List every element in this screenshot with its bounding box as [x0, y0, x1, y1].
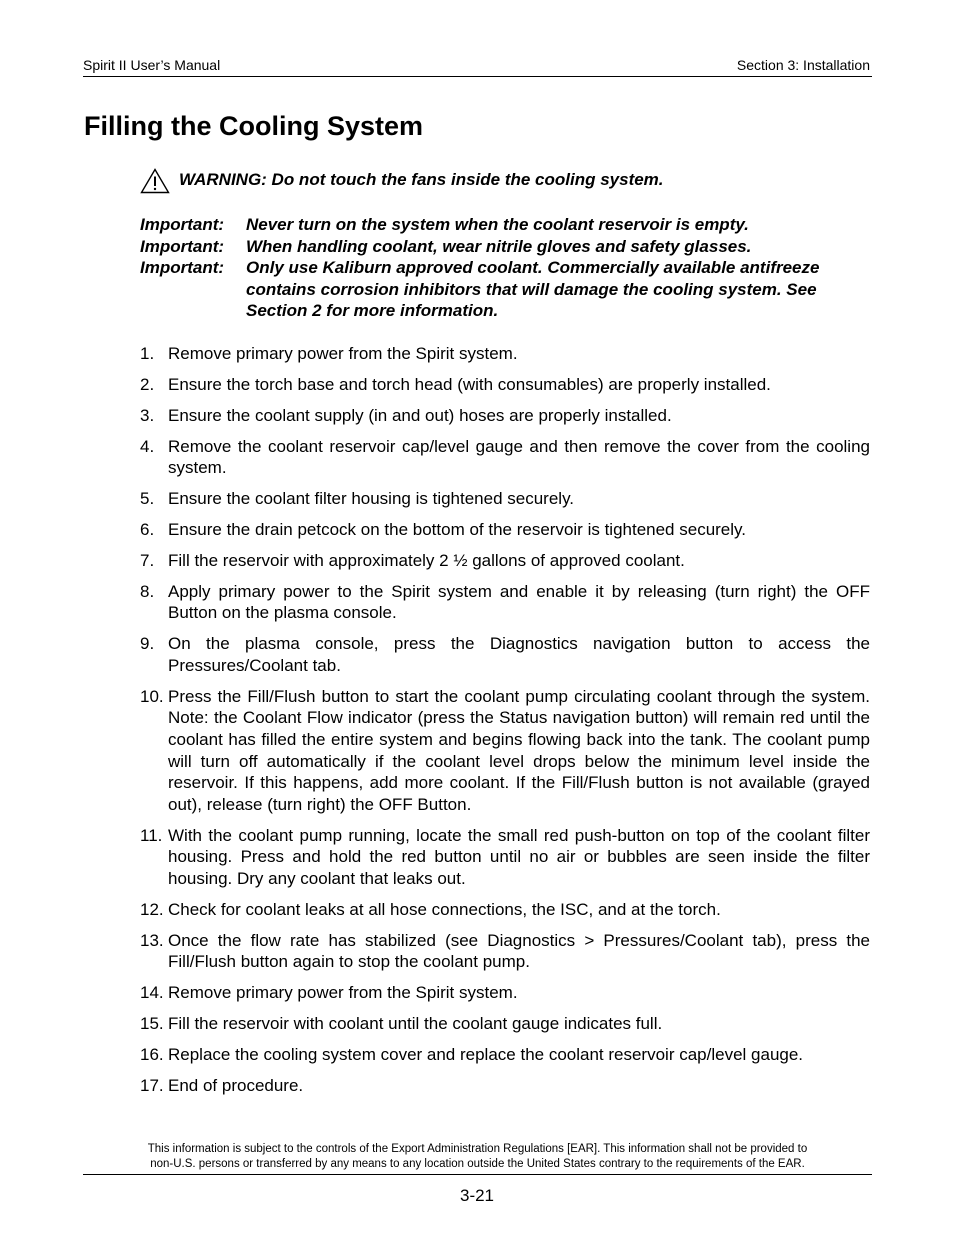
header-manual-title: Spirit II User’s Manual	[83, 57, 221, 73]
page-title: Filling the Cooling System	[84, 111, 424, 141]
step-number: 3.	[140, 405, 155, 425]
step-text: With the coolant pump running, locate the small red push-button on top of the coolant filter housing. Press and hold the red button until no air or bubbles are seen inside the filter housing. Dry any coolant that leaks out.	[168, 825, 870, 888]
step-item	[140, 930, 870, 973]
important-text: Only use Kaliburn approved coolant. Commercially available antifreeze contains corrosion inhibitors that will damage the cooling system. See Section 2 for more information.	[246, 258, 820, 321]
warning-triangle-icon	[140, 168, 170, 194]
step-text: On the plasma console, press the Diagnostics navigation button to access the Pressures/Coolant tab.	[168, 634, 870, 675]
important-label: Important:	[140, 258, 225, 278]
step-number: 17.	[140, 1075, 164, 1095]
step-item	[140, 1075, 870, 1097]
header-section-title: Section 3: Installation	[736, 57, 870, 73]
step-text: Once the flow rate has stabilized (see Diagnostics > Pressures/Coolant tab), press the Fill/Flush button again to stop the coolant pump.	[168, 930, 870, 972]
important-note	[140, 257, 880, 322]
step-number: 12.	[140, 899, 164, 919]
step-item	[140, 899, 870, 921]
step-item	[140, 488, 870, 510]
procedure-steps	[140, 343, 870, 1106]
step-item	[140, 374, 870, 396]
important-label: Important:	[140, 215, 225, 234]
step-item	[140, 405, 870, 427]
step-number: 13.	[140, 930, 164, 950]
step-number: 4.	[140, 436, 155, 456]
step-item	[140, 1013, 870, 1035]
step-text: Press the Fill/Flush button to start the coolant pump circulating coolant through the system. Note: the Coolant Flow indicator (press the Status navigation button) will remain red until the coolant has filled the entire system and begins flowing back into the tank. The coolant pump will turn off automatically if the coolant level drops below the minimum level inside the reservoir. If this happens, add more coolant. If the Fill/Flush button is not available (grayed out), release (turn right) the OFF Button.	[168, 686, 870, 814]
export-control-notice	[83, 1142, 872, 1172]
step-text: End of procedure.	[168, 1075, 304, 1095]
step-text: Fill the reservoir with approximately 2 ½ gallons of approved coolant.	[168, 550, 685, 570]
step-item	[140, 436, 870, 479]
important-notes	[140, 214, 880, 322]
step-item	[140, 1044, 870, 1066]
page-header	[83, 56, 872, 77]
step-text: Remove the coolant reservoir cap/level gauge and then remove the cover from the cooling system.	[168, 436, 870, 478]
step-number: 9.	[140, 634, 155, 654]
step-text: Ensure the coolant supply (in and out) hoses are properly installed.	[168, 405, 672, 425]
step-text: Fill the reservoir with coolant until the coolant gauge indicates full.	[168, 1014, 663, 1033]
step-item	[140, 982, 870, 1004]
step-item	[140, 519, 870, 541]
step-item	[140, 686, 870, 816]
step-text: Check for coolant leaks at all hose connections, the ISC, and at the torch.	[168, 899, 721, 919]
step-text: Replace the cooling system cover and replace the coolant reservoir cap/level gauge.	[168, 1044, 804, 1064]
step-text: Remove primary power from the Spirit system.	[168, 344, 518, 363]
step-number: 6.	[140, 520, 155, 540]
step-text: Apply primary power to the Spirit system and enable it by releasing (turn right) the OFF Button on the plasma console.	[168, 581, 870, 623]
step-text: Ensure the torch base and torch head (with consumables) are properly installed.	[168, 374, 771, 394]
step-item	[140, 581, 870, 624]
important-label: Important:	[140, 236, 225, 256]
step-number: 8.	[140, 581, 155, 601]
page-number: 3-21	[459, 1186, 495, 1205]
step-text: Remove primary power from the Spirit system.	[168, 983, 518, 1003]
step-text: Ensure the coolant filter housing is tightened securely.	[168, 489, 575, 509]
step-text: Ensure the drain petcock on the bottom of the reservoir is tightened securely.	[168, 520, 746, 540]
step-number: 15.	[140, 1014, 164, 1033]
important-text: Never turn on the system when the coolant reservoir is empty.	[246, 215, 749, 234]
step-number: 14.	[140, 983, 164, 1003]
step-number: 11.	[140, 825, 163, 845]
step-item	[140, 550, 870, 572]
important-note	[140, 214, 880, 236]
step-number: 16.	[140, 1044, 164, 1064]
step-number: 5.	[140, 489, 155, 509]
warning-text: WARNING: Do not touch the fans inside the cooling system.	[179, 170, 664, 189]
export-notice-line: non-U.S. persons or transferred by any means to any location outside the United States contrary to the requirements of the EAR.	[150, 1158, 805, 1170]
step-item	[140, 825, 870, 890]
important-note	[140, 236, 880, 258]
step-number: 7.	[140, 550, 155, 570]
step-number: 1.	[140, 344, 155, 363]
step-item	[140, 343, 870, 365]
export-notice-line: This information is subject to the controls of the Export Administration Regulations [EAR]. This information shall not be provided to	[147, 1143, 808, 1155]
step-number: 10.	[140, 686, 164, 706]
footer-divider	[83, 1174, 872, 1175]
important-text: When handling coolant, wear nitrile gloves and safety glasses.	[246, 236, 752, 256]
step-item	[140, 633, 870, 676]
step-number: 2.	[140, 374, 155, 394]
